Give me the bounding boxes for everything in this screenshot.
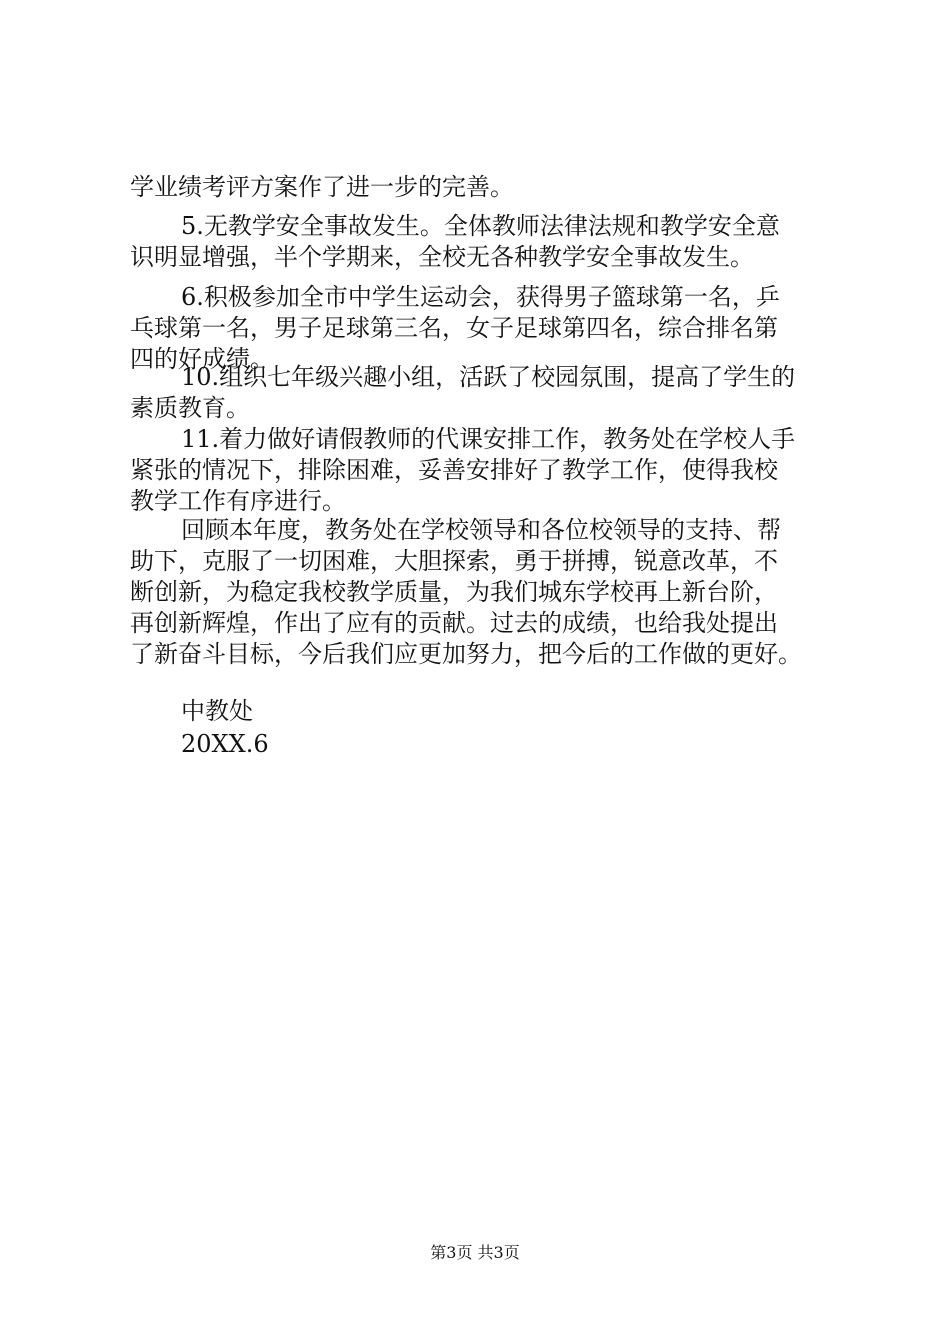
paragraph-line: 11.着力做好请假教师的代课安排工作，教务处在学校人手 xyxy=(181,425,796,453)
paragraph-line: 教学工作有序进行。 xyxy=(130,487,346,515)
paragraph-line: 回顾本年度，教务处在学校领导和各位校领导的支持、帮 xyxy=(181,516,781,544)
paragraph-line: 学业绩考评方案作了进一步的完善。 xyxy=(130,173,514,201)
signature-date: 20XX.6 xyxy=(181,730,269,758)
paragraph-line: 10.组织七年级兴趣小组，活跃了校园氛围，提高了学生的 xyxy=(181,363,796,391)
page-number-footer: 第3页 共3页 xyxy=(430,1243,520,1262)
paragraph-line: 6.积极参加全市中学生运动会，获得男子篮球第一名，乒 xyxy=(181,283,780,311)
paragraph-line: 识明显增强，半个学期来，全校无各种教学安全事故发生。 xyxy=(130,243,754,271)
paragraph-line: 了新奋斗目标，今后我们应更加努力，把今后的工作做的更好。 xyxy=(130,640,802,668)
paragraph-line: 素质教育。 xyxy=(130,394,250,422)
paragraph-line: 四的好成绩。 xyxy=(130,345,274,373)
paragraph-line: 再创新辉煌，作出了应有的贡献。过去的成绩，也给我处提出 xyxy=(130,609,778,637)
paragraph-line: 助下，克服了一切困难，大胆探索，勇于拼搏，锐意改革，不 xyxy=(130,547,778,575)
paragraph-line: 紧张的情况下，排除困难，妥善安排好了教学工作，使得我校 xyxy=(130,456,778,484)
signature-department: 中教处 xyxy=(181,697,253,725)
paragraph-line: 5.无教学安全事故发生。全体教师法律法规和教学安全意 xyxy=(181,212,780,240)
paragraph-line: 断创新，为稳定我校教学质量，为我们城东学校再上新台阶， xyxy=(130,578,778,606)
paragraph-line: 乓球第一名，男子足球第三名，女子足球第四名，综合排名第 xyxy=(130,314,778,342)
